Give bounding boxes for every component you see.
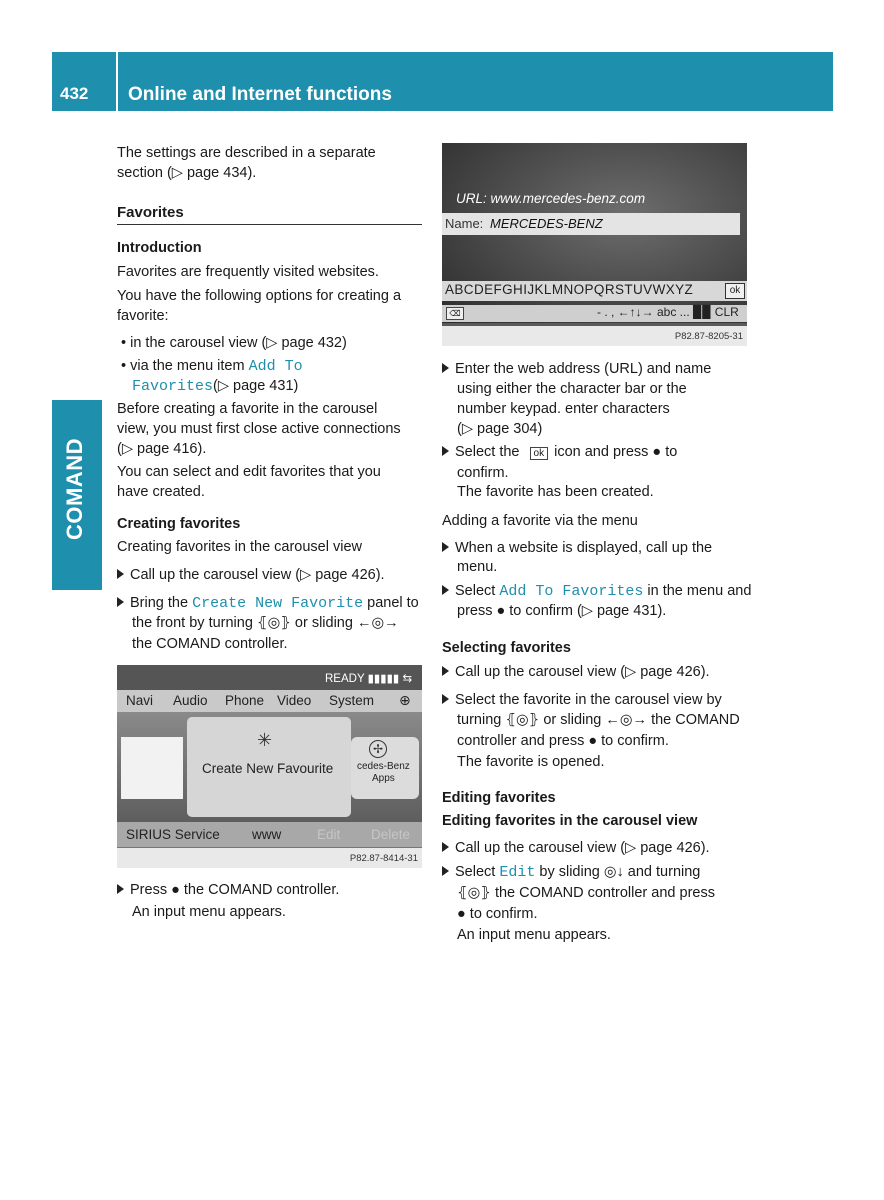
bullet-carousel-text: in the carousel view (▷ page 432) [130, 335, 347, 351]
step-select-edit [442, 862, 700, 883]
step-arrow-icon [117, 597, 124, 607]
menu-video: Video [277, 693, 312, 708]
code-favorites: Favorites [132, 378, 214, 395]
step-text: Select the favorite in the carousel view by [455, 692, 722, 708]
via-menu-subheading: Adding a favorite via the menu [442, 513, 638, 529]
menu-www: www [252, 827, 282, 842]
step-enter-address-l3: number keypad. enter characters [457, 401, 670, 417]
options-line-2: favorite: [117, 308, 169, 324]
favorite-star-icon: ✳ [257, 730, 273, 750]
input-screenshot [442, 143, 747, 346]
step-select-favorite-l4: The favorite is opened. [457, 754, 605, 770]
step-call-carousel [117, 565, 385, 585]
step-select-edit-l4: An input menu appears. [457, 927, 611, 943]
header-divider [116, 52, 118, 111]
step-website-displayed-l2: menu. [457, 559, 498, 575]
step-text: Call up the carousel view (▷ page 426). [130, 567, 385, 583]
step-text: Select [455, 583, 500, 599]
step-arrow-icon [117, 884, 124, 894]
side-tab-label: COMAND [62, 438, 87, 540]
step-select-ok-l3: The favorite has been created. [457, 484, 654, 500]
figure-code: P82.87-8205-31 [674, 331, 743, 342]
intro-line-1: The settings are described in a separate [117, 145, 376, 161]
creating-subheading: Creating favorites in the carousel view [117, 539, 363, 555]
step-enter-address [442, 359, 711, 379]
bullet-menu-item-cont [132, 376, 298, 397]
menu-delete: Delete [371, 827, 411, 842]
favorites-definition: Favorites are frequently visited websites. [117, 264, 379, 280]
menu-sirius-service: SIRIUS Service [126, 827, 220, 842]
step-arrow-icon [442, 842, 449, 852]
step-arrow-icon [442, 585, 449, 595]
carousel-screenshot [117, 665, 422, 868]
step-text: icon and press ● to [554, 444, 678, 460]
step-text: Call up the carousel view (▷ page 426). [455, 840, 710, 856]
step-website-displayed [442, 538, 712, 558]
step-arrow-icon [442, 446, 449, 456]
step-select-favorite-l3: controller and press ● to confirm. [457, 733, 669, 749]
bullet-menu-ref: (▷ page 431) [213, 378, 299, 394]
ok-icon: ok [530, 447, 549, 460]
apps-card-line-2: Apps [372, 773, 395, 784]
step-text: panel to [363, 595, 419, 611]
bullet-menu-text: via the menu item [130, 358, 249, 374]
step-text: When a website is displayed, call up the [455, 540, 713, 556]
step-arrow-icon [442, 666, 449, 676]
step-select-add-l2: press ● to confirm (▷ page 431). [457, 603, 667, 619]
step-select-ok [442, 442, 677, 462]
step-select-edit-l2: ⦃◎⦄ the COMAND controller and press [457, 885, 715, 901]
before-line-2: view, you must first close active connections [117, 421, 401, 437]
step-arrow-icon [117, 569, 124, 579]
menu-audio: Audio [173, 693, 208, 708]
step-bring-front [117, 593, 419, 614]
step-bring-front-l3: the COMAND controller. [132, 636, 288, 652]
code-edit: Edit [499, 864, 536, 881]
favorites-heading: Favorites [117, 204, 184, 221]
page-title: Online and Internet functions [128, 84, 392, 105]
step-press-controller [117, 880, 339, 900]
code-add-to-favorites: Add To Favorites [499, 583, 644, 600]
step-press-controller-l2: An input menu appears. [132, 904, 286, 920]
ok-key: ok [725, 283, 745, 299]
step-select-favorite [442, 690, 722, 710]
mercedes-star-icon: ✢ [369, 740, 387, 758]
step-arrow-icon [442, 363, 449, 373]
step-select-favorite-l2: turning ⦃◎⦄ or sliding ←◎→ the COMAND [457, 712, 740, 728]
section-rule [117, 224, 422, 225]
step-arrow-icon [442, 694, 449, 704]
before-line-1: Before creating a favorite in the carousel [117, 401, 378, 417]
step-text: Bring the [130, 595, 193, 611]
menu-edit: Edit [317, 827, 341, 842]
edit-line-1: You can select and edit favorites that you [117, 464, 381, 480]
step-select-add [442, 581, 751, 602]
main-menu-bar [117, 690, 422, 712]
edit-line-2: have created. [117, 484, 205, 500]
step-text: Press ● the COMAND controller. [130, 882, 340, 898]
name-field-label: Name: [445, 216, 484, 231]
menu-system: System [329, 693, 375, 708]
character-keys: ABCDEFGHIJKLMNOPQRSTUVWXYZ [445, 282, 694, 297]
step-call-carousel-2 [442, 662, 710, 682]
menu-navi: Navi [126, 693, 154, 708]
step-text: Select the [455, 444, 520, 460]
page-number: 432 [60, 84, 89, 103]
step-arrow-icon [442, 542, 449, 552]
creating-heading: Creating favorites [117, 516, 241, 532]
bullet-menu-item: • via the menu item Add To [121, 358, 303, 375]
website-thumbnail-card [121, 737, 183, 799]
step-arrow-icon [442, 866, 449, 876]
step-text: Select [455, 864, 500, 880]
step-select-edit-l3: ● to confirm. [457, 906, 538, 922]
code-add-to: Add To [248, 358, 303, 375]
intro-line-2: section (▷ page 434). [117, 165, 257, 181]
function-keys: - . , ←↑↓→ abc ... ▉▉ CLR [597, 305, 739, 319]
apps-card-label [357, 761, 410, 785]
step-enter-address-l2: using either the character bar or the [457, 381, 687, 397]
step-text: by sliding ◎↓ and turning [535, 864, 701, 880]
globe-icon: ⊕ [399, 692, 411, 708]
step-select-ok-l2: confirm. [457, 465, 509, 481]
bullet-carousel: • in the carousel view (▷ page 432) [121, 335, 347, 351]
step-enter-address-l4: (▷ page 304) [457, 421, 543, 437]
status-ready: READY ▮▮▮▮▮ ⇆ [325, 673, 413, 685]
step-text: in the menu and [643, 583, 752, 599]
create-favourite-label: Create New Favourite [202, 761, 334, 776]
figure-code: P82.87-8414-31 [349, 853, 418, 864]
before-line-3: (▷ page 416). [117, 441, 207, 457]
step-text: Call up the carousel view (▷ page 426). [455, 664, 710, 680]
selecting-heading: Selecting favorites [442, 640, 571, 656]
editing-subheading: Editing favorites in the carousel view [442, 813, 698, 829]
introduction-heading: Introduction [117, 240, 202, 256]
editing-heading: Editing favorites [442, 790, 556, 806]
step-text: Enter the web address (URL) and name [455, 361, 712, 377]
apps-card-line-1: cedes-Benz [357, 761, 410, 772]
backspace-icon: ⌫ [446, 307, 464, 320]
url-field: URL: www.mercedes-benz.com [456, 191, 646, 206]
menu-phone: Phone [225, 693, 265, 708]
code-create-new-favorite: Create New Favorite [192, 595, 364, 612]
step-call-carousel-3 [442, 838, 710, 858]
step-bring-front-l2: the front by turning ⦃◎⦄ or sliding ←◎→ [132, 615, 399, 631]
options-line-1: You have the following options for creating a [117, 288, 402, 304]
name-field-value: MERCEDES-BENZ [490, 216, 603, 231]
